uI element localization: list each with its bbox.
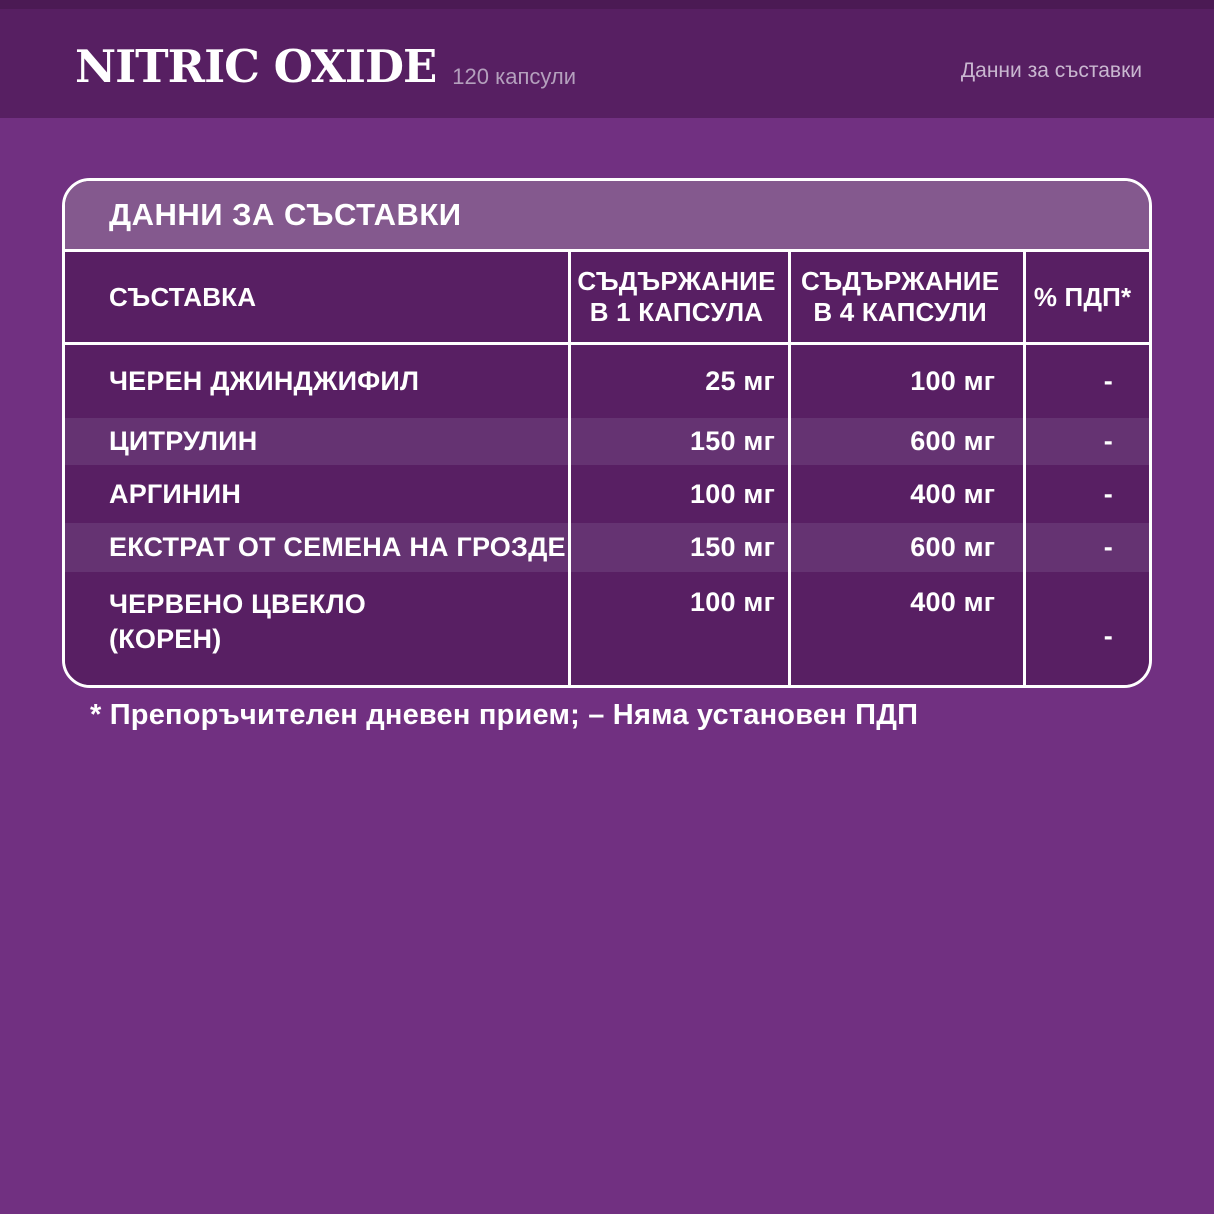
- table-row: [65, 465, 1149, 523]
- pdp-footnote: * Препоръчителен дневен прием; – Няма установен ПДП: [90, 699, 919, 731]
- amount-per-4-capsules: 400 мг: [788, 465, 1023, 523]
- top-bar-content: [75, 9, 1142, 118]
- pdp-value: -: [1023, 465, 1149, 523]
- amount-per-1-capsule: 100 мг: [568, 465, 788, 523]
- page-label: Данни за съставки: [960, 58, 1142, 82]
- ingredient-name: ЦИТРУЛИН: [109, 426, 258, 456]
- column-header-pdp-percent: % ПДП*: [1023, 252, 1149, 342]
- pdp-value: -: [1023, 418, 1149, 465]
- amount-per-4-capsules: 600 мг: [788, 418, 1023, 465]
- amount-per-4-capsules: 400 мг: [788, 572, 1023, 685]
- top-brand-bar: [0, 0, 1214, 118]
- amount-per-1-capsule: 25 мг: [568, 345, 788, 418]
- amount-per-1-capsule: 150 мг: [568, 418, 788, 465]
- top-accent-strip: [0, 0, 1214, 9]
- header-line: СЪДЪРЖАНИЕ: [577, 266, 776, 297]
- pdp-value: -: [1023, 345, 1149, 418]
- table-row: [65, 523, 1149, 572]
- product-title: NITRIC OXIDE: [75, 40, 437, 93]
- ingredients-facts-panel: [62, 178, 1152, 688]
- header-line: СЪДЪРЖАНИЕ: [800, 266, 1000, 297]
- column-header-per-4-capsules-text: [801, 266, 999, 327]
- ingredient-name: ЧЕРЕН ДЖИНДЖИФИЛ: [109, 366, 420, 396]
- ingredient-name-line1: ЧЕРВЕНО ЦВЕКЛО: [109, 589, 366, 619]
- column-header-per-1-capsule-text: [577, 266, 775, 327]
- ingredient-name: ЕКСТРАТ ОТ СЕМЕНА НА ГРОЗДЕ: [109, 532, 566, 562]
- table-row: [65, 418, 1149, 465]
- ingredient-name-text: [109, 587, 366, 657]
- header-line: В 4 КАПСУЛИ: [813, 297, 987, 327]
- table-row: [65, 572, 1149, 685]
- amount-per-1-capsule: 150 мг: [568, 523, 788, 572]
- pdp-value: -: [1023, 523, 1149, 572]
- table-header-row: [65, 252, 1149, 345]
- ingredient-name: АРГИНИН: [109, 478, 242, 509]
- column-header-ingredient: СЪСТАВКА: [109, 281, 257, 312]
- column-header-per-4-capsules: [788, 252, 1023, 342]
- column-header-per-1-capsule: [568, 252, 788, 342]
- header-line: В 1 КАПСУЛА: [589, 297, 764, 327]
- panel-title: ДАННИ ЗА СЪСТАВКИ: [65, 181, 1149, 252]
- capsule-count-label: 120 капсули: [452, 63, 577, 89]
- ingredient-name-line2: (КОРЕН): [109, 624, 222, 655]
- ingredient-name: [65, 572, 568, 685]
- amount-per-4-capsules: 100 мг: [788, 345, 1023, 418]
- amount-per-1-capsule: 100 мг: [568, 572, 788, 685]
- pdp-value: -: [1023, 572, 1149, 685]
- table-row: [65, 345, 1149, 418]
- amount-per-4-capsules: 600 мг: [788, 523, 1023, 572]
